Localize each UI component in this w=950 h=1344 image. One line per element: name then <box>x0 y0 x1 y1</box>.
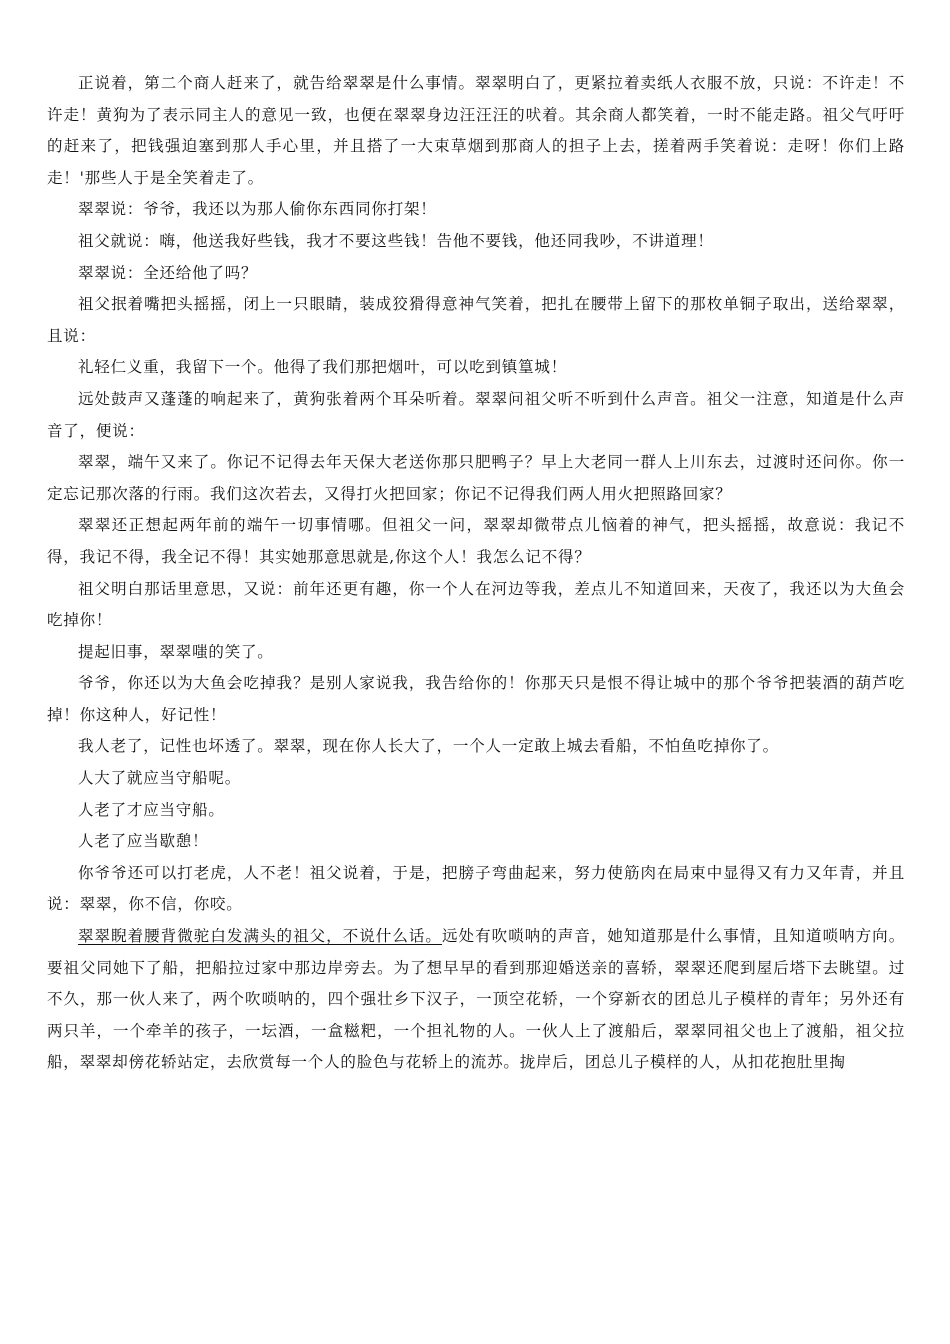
paragraph-duanwu-again: 翠翠，端午又来了。你记不记得去年天保大老送你那只肥鸭子？早上大老同一群人上川东去，过渡时还问你。你一定忘记那次落的行雨。我们这次若去，又得打火把回家；你记不记得我们两人用火把照路回家？ <box>47 453 905 503</box>
paragraph-wedding-procession <box>47 921 905 1079</box>
paragraph-cuicui-says-fight: 翠翠说：爷爷，我还以为那人偷你东西同你打架！ <box>78 200 437 219</box>
paragraph-cuicui-asks: 翠翠说：全还给他了吗？ <box>78 263 258 282</box>
paragraph-grandfather-copper-coin: 祖父抿着嘴把头摇摇，闭上一只眼睛，装成狡猾得意神气笑着，把扎在腰带上留下的那枚单铜子取出，送给翠翠，且说： <box>47 295 905 345</box>
paragraph-continuation: 远处有吹唢呐的声音，她知道那是什么事情，且知道唢呐方向。要祖父同她下了船，把船拉过家中那边岸旁去。为了想早早的看到那迎婚送亲的喜轿，翠翠还爬到屋后塔下去眺望。过不久，那一伙人来了，两个吹唢呐的，四个强壮乡下汉子，一顶空花轿，一个穿新衣的团总儿子模样的青年；另外还有两只羊，一个牵羊的孩子，一坛酒，一盒糍粑，一个担礼物的人。一伙人上了渡船后，翠翠同祖父也上了渡船，祖父拉船，翠翠却傍花轿站定，去欣赏每一个人的脸色与花轿上的流苏。拢岸后，团总儿子模样的人，从扣花抱肚里掏 <box>47 927 905 1072</box>
paragraph-tiger: 你爷爷还可以打老虎，人不老！祖父说着，于是，把膀子弯曲起来，努力使筋肉在局束中显得又有力又年青，并且说：翠翠，你不信，你咬。 <box>47 863 905 914</box>
underlined-sentence: 翠翠睨着腰背微驼白发满头的祖父，不说什么话。 <box>78 927 442 946</box>
paragraph-gift-light: 礼轻仁义重，我留下一个。他得了我们那把烟叶，可以吃到镇篁城！ <box>78 358 568 377</box>
paragraph-grown-up: 我人老了，记性也坏透了。翠翠，现在你人长大了，一个人一定敢上城去看船，不怕鱼吃掉你了。 <box>78 737 779 756</box>
paragraph-big-fish: 祖父明白那话里意思，又说：前年还更有趣，你一个人在河边等我，差点儿不知道回来，天夜了，我还以为大鱼会吃掉你！ <box>47 579 905 630</box>
paragraph-grandfather-money: 祖父就说：嗨，他送我好些钱，我才不要这些钱！告他不要钱，他还同我吵，不讲道理！ <box>78 231 714 250</box>
paragraph-drums: 远处鼓声又蓬蓬的响起来了，黄狗张着两个耳朵听着。翠翠问祖父听不听到什么声音。祖父一注意，知道是什么声音了，便说： <box>47 389 905 440</box>
paragraph-gourd: 爷爷，你还以为大鱼会吃掉我？是别人家说我，我告给你的！你那天只是恨不得让城中的那个爷爷把装酒的葫芦吃掉！你这种人，好记性！ <box>47 674 905 724</box>
paragraph-cuicui-remembers: 翠翠还正想起两年前的端午一切事情哪。但祖父一问，翠翠却微带点儿恼着的神气，把头摇摇，故意说：我记不得，我记不得，我全记不得！其实她那意思就是,你这个人！我怎么记不得？ <box>47 516 905 566</box>
paragraph-merchant-arrives: 正说着，第二个商人赶来了，就告给翠翠是什么事情。翠翠明白了，更紧拉着卖纸人衣服不放，只说：不许走！不许走！黄狗为了表示同主人的意见一致，也便在翠翠身边汪汪汪的吠着。其余商人都笑着，一时不能走路。祖父气吁吁的赶来了，把钱强迫塞到那人手心里，并且搭了一大束草烟到那商人的担子上去，搓着两手笑着说：走呀！你们上路走！'那些人于是全笑着走了。 <box>47 74 905 187</box>
paragraph-old-guard-boat: 人老了才应当守船。 <box>78 800 225 819</box>
paragraph-guard-boat: 人大了就应当守船呢。 <box>78 769 242 788</box>
paragraph-rest: 人老了应当歇憩！ <box>78 832 209 851</box>
story-text <box>47 68 905 1079</box>
paragraph-cuicui-laughs: 提起旧事，翠翠嗤的笑了。 <box>78 642 274 661</box>
